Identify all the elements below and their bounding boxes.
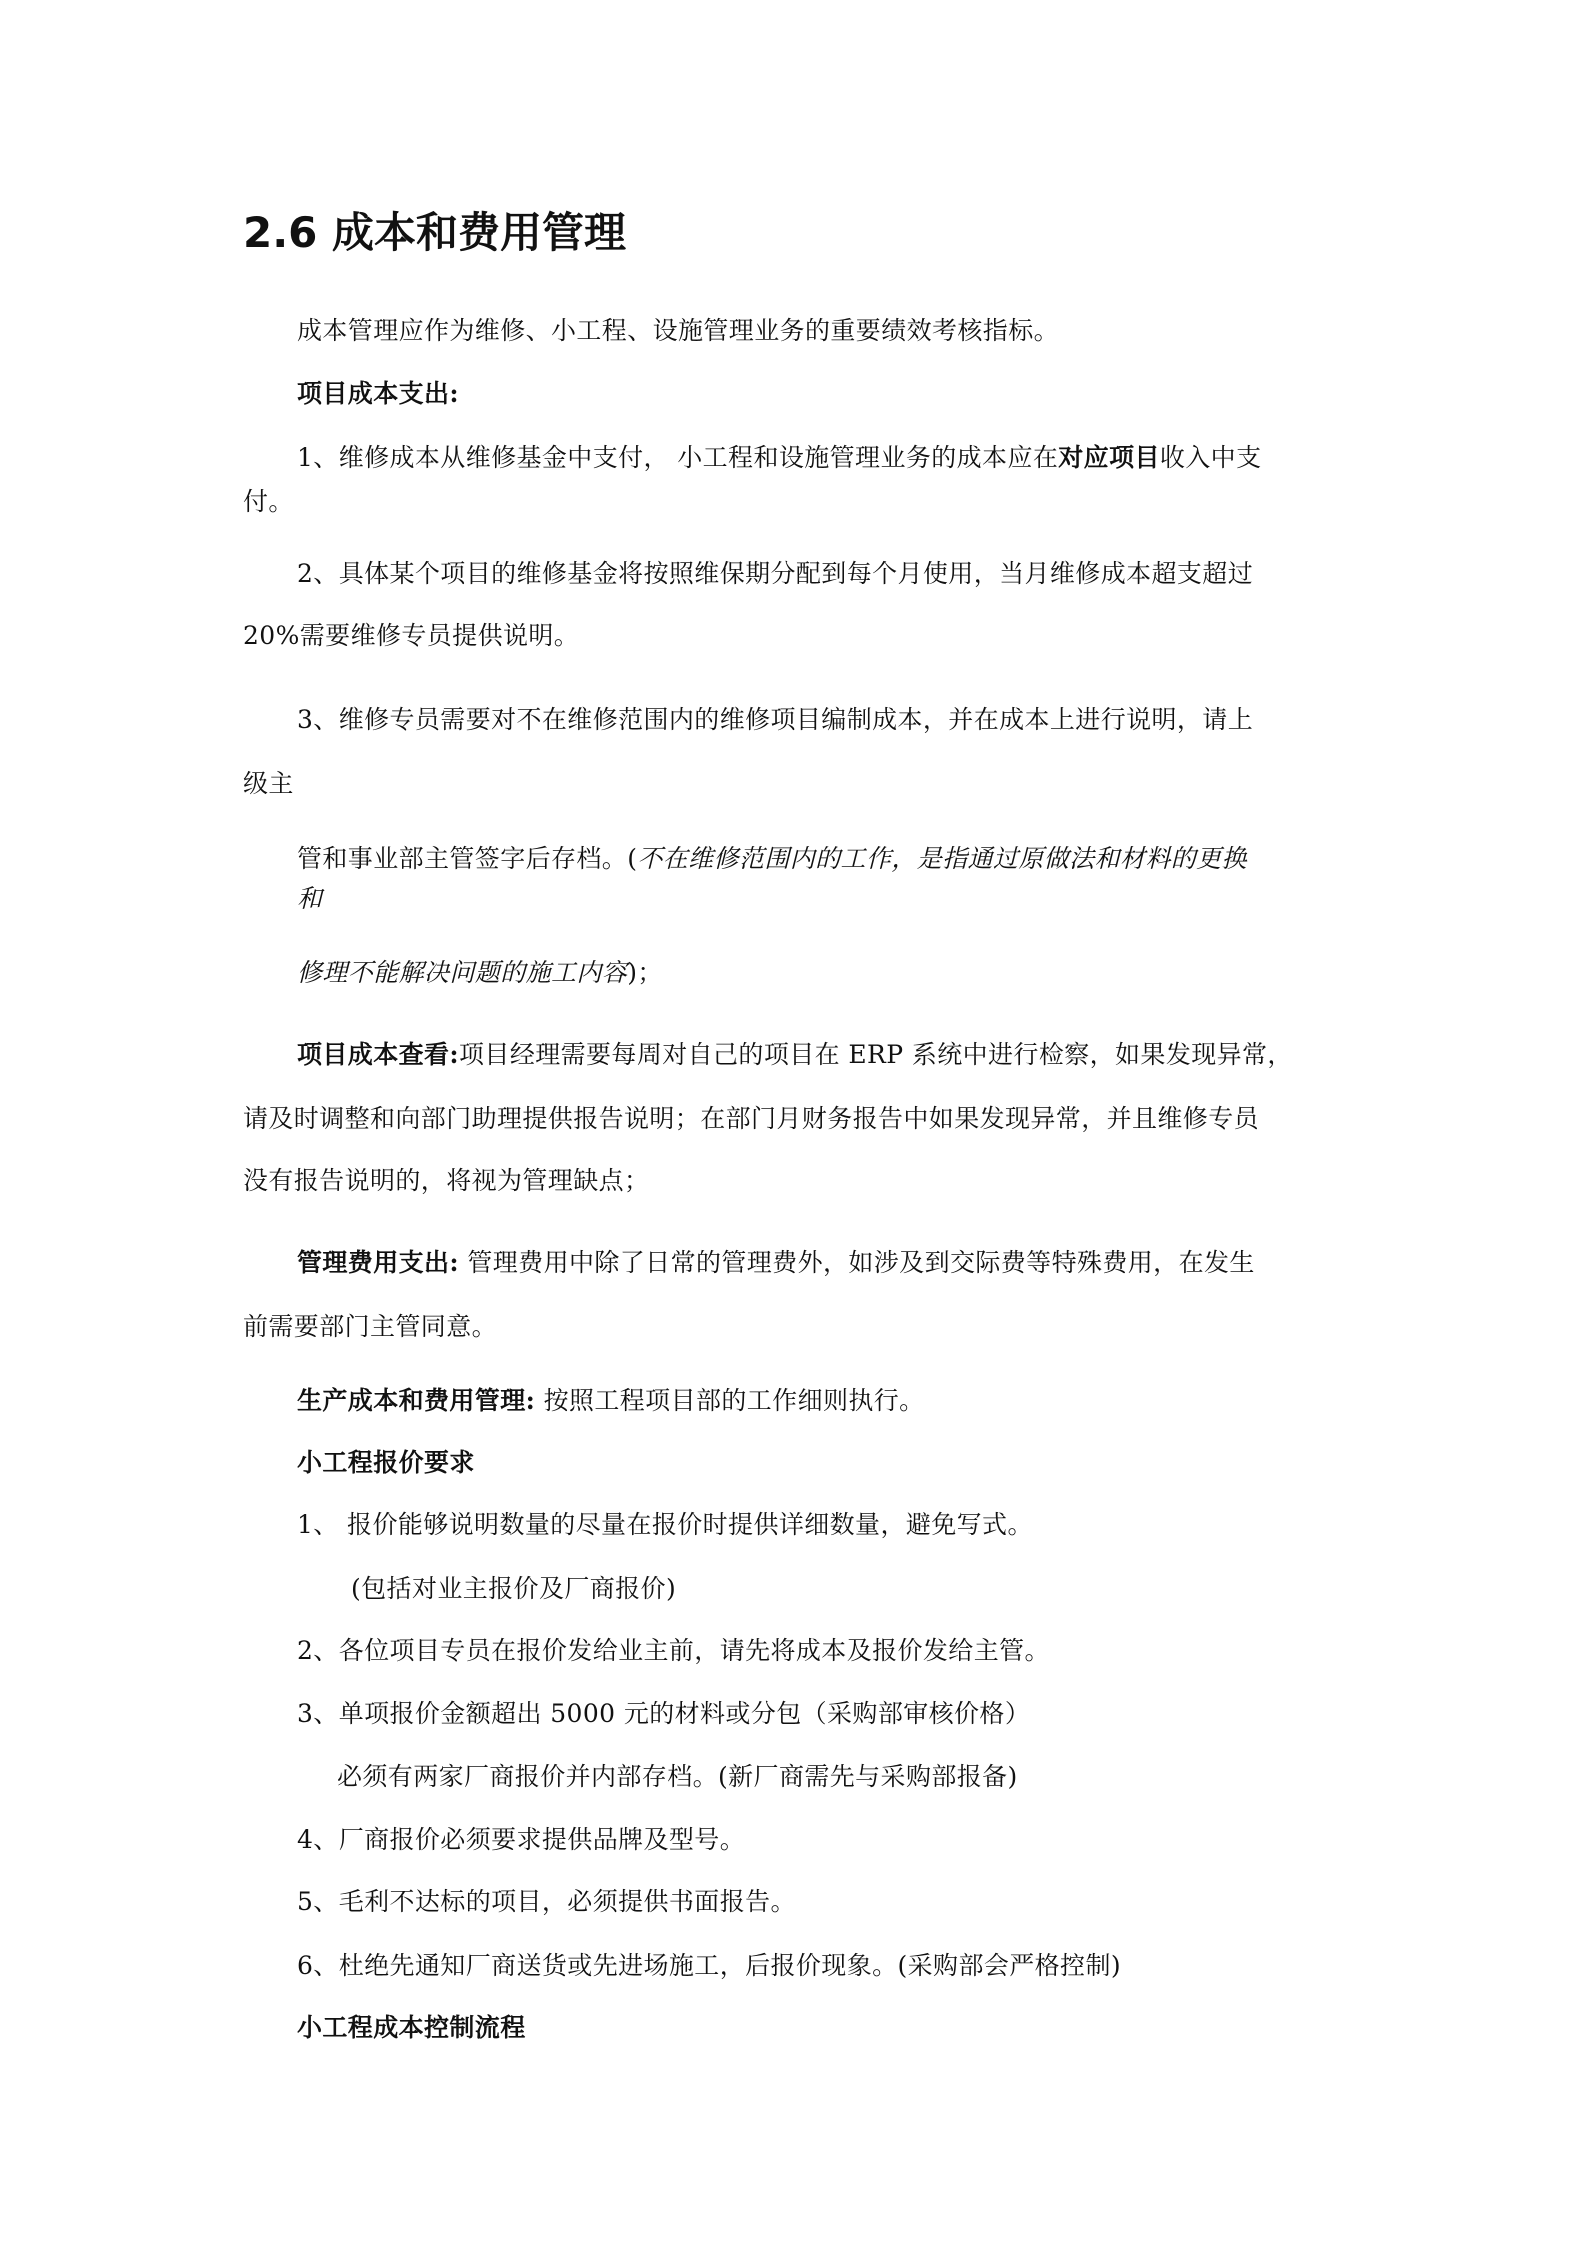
expenditure-item-1 [297,440,1261,476]
cost-review-text: 项目经理需要每周对自己的项目在 ERP 系统中进行检察，如果发现异常， [459,1040,1293,1069]
note-italic-text: 不在维修范围内的工作，是指通过原做法和材料的更换 [637,844,1247,873]
control-flow-title: 小工程成本控制流程 [297,2013,526,2042]
intro-paragraph: 成本管理应作为维修、小工程、设施管理业务的重要绩效考核指标。 [297,316,1060,345]
mgmt-expense-line-2: 前需要部门主管同意。 [243,1312,498,1341]
cost-review-line-2: 请及时调整和向部门助理提供报告说明；在部门月财务报告中如果发现异常，并且维修专员 [243,1104,1260,1133]
cost-review-paragraph [297,1037,1293,1073]
quote-item-3: 3、单项报价金额超出 5000 元的材料或分包（采购部审核价格） [297,1699,1031,1728]
quote-item-5: 5、毛利不达标的项目，必须提供书面报告。 [297,1887,796,1916]
quote-item-4: 4、厂商报价必须要求提供品牌及型号。 [297,1825,746,1854]
note-italic-end: 修理不能解决问题的施工内容 [297,958,628,987]
production-title: 生产成本和费用管理: [297,1386,536,1415]
mgmt-expense-text: 管理费用中除了日常的管理费外，如涉及到交际费等特殊费用，在发生 [459,1248,1255,1277]
cost-review-title: 项目成本查看: [297,1040,460,1069]
quote-item-3-note: 必须有两家厂商报价并内部存档。(新厂商需先与采购部报备) [337,1762,1018,1791]
cost-expenditure-title: 项目成本支出: [297,379,460,408]
quote-item-2: 2、各位项目专员在报价发给业主前，请先将成本及报价发给主管。 [297,1636,1050,1665]
expenditure-item-1-continued: 付。 [243,487,294,516]
expenditure-item-2-continued: 20%需要维修专员提供说明。 [243,621,580,650]
expenditure-item-1-tail: 收入中支 [1159,443,1262,472]
mgmt-expense-title: 管理费用支出: [297,1248,460,1277]
mgmt-expense-paragraph [297,1245,1255,1281]
production-text: 按照工程项目部的工作细则执行。 [535,1386,925,1415]
expenditure-item-3-note [297,841,1247,877]
note-lead-text: 管和事业部主管签字后存档。( [297,844,638,873]
section-heading: 2.6 成本和费用管理 [243,208,627,257]
production-paragraph [297,1383,925,1419]
expenditure-item-1-emphasis: 对应项目 [1058,443,1160,472]
quote-item-1-note: (包括对业主报价及厂商报价) [351,1574,677,1603]
expenditure-item-3: 3、维修专员需要对不在维修范围内的维修项目编制成本，并在成本上进行说明，请上 [297,705,1254,734]
quote-requirements-title: 小工程报价要求 [297,1448,475,1477]
expenditure-item-3-note-line3 [297,955,663,991]
expenditure-item-3-continued: 级主 [243,769,294,798]
note-close: )； [627,958,663,987]
cost-review-line-3: 没有报告说明的，将视为管理缺点； [243,1166,650,1195]
quote-item-6: 6、杜绝先通知厂商送货或先进场施工，后报价现象。(采购部会严格控制) [297,1951,1122,1980]
expenditure-item-2: 2、具体某个项目的维修基金将按照维保期分配到每个月使用，当月维修成本超支超过 [297,559,1254,588]
expenditure-item-1-text: 1、维修成本从维修基金中支付， 小工程和设施管理业务的成本应在 [297,443,1059,472]
expenditure-item-3-note-line2: 和 [297,884,323,913]
quote-item-1: 1、 报价能够说明数量的尽量在报价时提供详细数量，避免写式。 [297,1510,1033,1539]
